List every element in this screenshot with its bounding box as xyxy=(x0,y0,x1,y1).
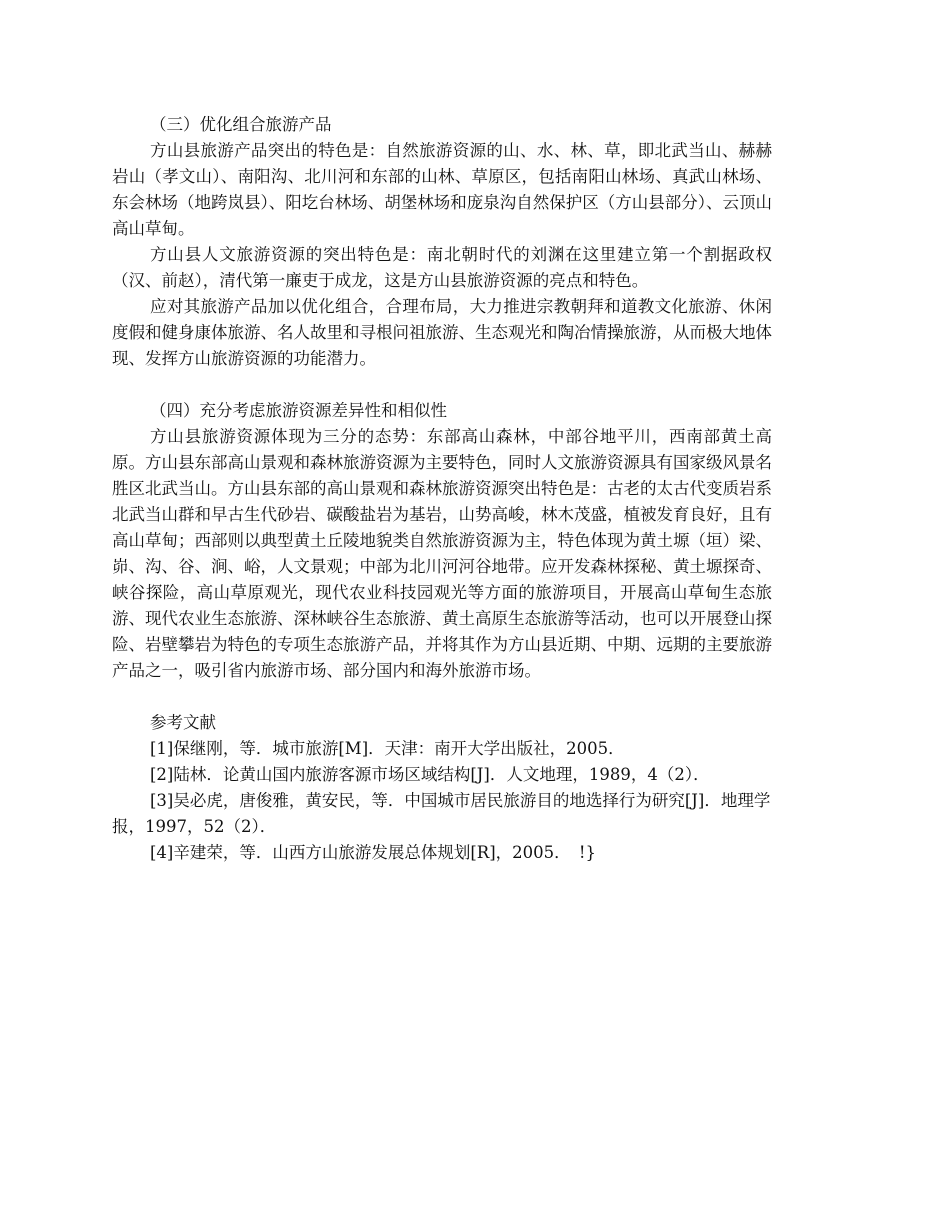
reference-item: [3]吴必虎，唐俊雅，黄安民，等．中国城市居民旅游目的地选择行为研究[J]．地理学报，1997，52（2）． xyxy=(112,791,771,836)
paragraph-cultural-resources: 方山县人文旅游资源的突出特色是：南北朝时代的刘渊在这里建立第一个割据政权（汉、前赵），清代第一廉吏于成龙，这是方山县旅游资源的亮点和特色。 xyxy=(112,245,772,290)
paragraph-regional-features: 方山县旅游资源体现为三分的态势：东部高山森林，中部谷地平川，西南部黄土高原。方山县东部高山景观和森林旅游资源为主要特色，同时人文旅游资源具有国家级风景名胜区北武当山。方山县东部的高山景观和森林旅游资源突出特色是：古老的太古代变质岩系北武当山群和早古生代砂岩、碳酸盐岩为基岩，山势高峻，林木茂盛，植被发育良好，且有高山草甸；西部则以典型黄土丘陵地貌类自然旅游资源为主，特色体现为黄土塬（垣）梁、峁、沟、谷、涧、峪，人文景观；中部为北川河河谷地带。应开发森林探秘、黄土塬探奇、峡谷探险，高山草原观光，现代农业科技园观光等方面的旅游项目，开展高山草甸生态旅游、现代农业生态旅游、深林峡谷生态旅游、黄土高原生态旅游等活动，也可以开展登山探险、岩壁攀岩为特色的专项生态旅游产品，并将其作为方山县近期、中期、远期的主要旅游产品之一，吸引省内旅游市场、部分国内和海外旅游市场。 xyxy=(112,427,772,680)
paragraph-optimization: 应对其旅游产品加以优化组合，合理布局，大力推进宗教朝拜和道教文化旅游、休闲度假和健身康体旅游、名人故里和寻根问祖旅游、生态观光和陶冶情操旅游，从而极大地体现、发挥方山旅游资源的功能潜力。 xyxy=(112,297,772,368)
reference-item: [4]辛建荣，等．山西方山旅游发展总体规划[R]，2005． !} xyxy=(150,843,597,862)
paragraph-natural-resources: 方山县旅游产品突出的特色是：自然旅游资源的山、水、林、草，即北武当山、赫赫岩山（孝文山）、南阳沟、北川河和东部的山林、草原区，包括南阳山林场、真武山林场、东会林场（地跨岚县）、阳圪台林场、胡堡林场和庞泉沟自然保护区（方山县部分）、云顶山高山草甸。 xyxy=(112,141,772,238)
section-heading-optimize-products: （三）优化组合旅游产品 xyxy=(150,115,332,134)
section-heading-differences: （四）充分考虑旅游资源差异性和相似性 xyxy=(150,401,447,420)
spacer xyxy=(112,684,772,710)
reference-item: [2]陆林．论黄山国内旅游客源市场区域结构[J]．人文地理，1989，4（2）． xyxy=(150,765,710,784)
reference-item: [1]保继刚，等．城市旅游[M]．天津：南开大学出版社，2005． xyxy=(150,739,625,758)
document-page xyxy=(112,112,772,866)
references-heading: 参考文献 xyxy=(150,713,216,732)
spacer xyxy=(112,372,772,398)
